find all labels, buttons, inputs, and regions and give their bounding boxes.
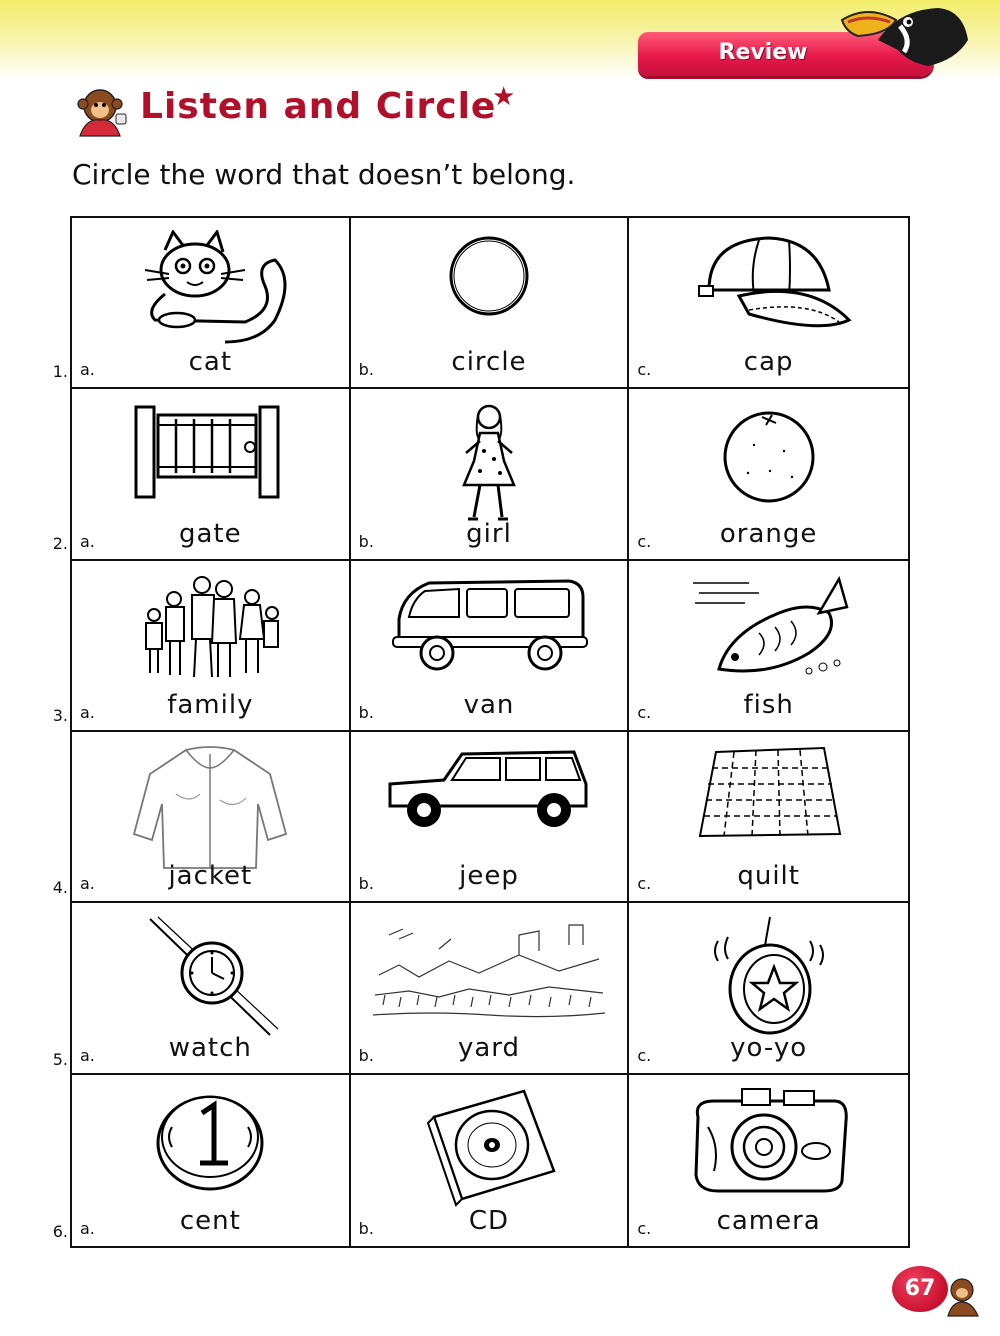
jeep-icon (384, 744, 594, 834)
grid-cell[interactable] (351, 218, 630, 389)
grid-cell[interactable] (351, 1075, 630, 1246)
watch-icon (140, 915, 280, 1040)
item-word: jacket (168, 861, 253, 892)
item-word: cat (188, 347, 233, 378)
item-letter: b. (358, 531, 374, 551)
item-word: girl (466, 518, 512, 549)
item-letter: b. (358, 874, 374, 894)
grid-cell[interactable] (351, 389, 630, 560)
grid-cell[interactable] (629, 1075, 908, 1246)
item-word: camera (716, 1205, 821, 1236)
item-word: van (463, 689, 515, 720)
grid-cell[interactable] (72, 218, 351, 389)
jacket-icon (130, 744, 290, 874)
row-number: 1. (52, 362, 68, 381)
camera-icon (684, 1087, 854, 1197)
item-word: watch (168, 1032, 252, 1063)
monkey-icon (70, 84, 130, 138)
item-letter: c. (637, 1218, 652, 1238)
row-number: 2. (52, 534, 68, 553)
item-word: quilt (737, 861, 800, 892)
fish-icon (689, 573, 849, 688)
item-word: cap (743, 347, 794, 378)
grid-cell[interactable] (72, 732, 351, 903)
page-number: 67 (904, 1276, 936, 1301)
row-number: 6. (52, 1222, 68, 1241)
item-letter: c. (637, 531, 652, 551)
item-word: yard (457, 1032, 521, 1063)
item-word: circle (451, 347, 527, 378)
family-icon (140, 573, 280, 688)
item-letter: a. (80, 360, 95, 380)
item-letter: b. (358, 1045, 374, 1065)
grid-cell[interactable] (72, 561, 351, 732)
grid-cell[interactable] (629, 561, 908, 732)
grid-cell[interactable] (629, 218, 908, 389)
row-number: 3. (52, 706, 68, 725)
item-letter: a. (80, 1218, 95, 1238)
item-letter: a. (80, 531, 95, 551)
item-word: family (167, 689, 254, 720)
grid-cell[interactable] (629, 903, 908, 1074)
grid-cell[interactable] (72, 1075, 351, 1246)
grid-cell[interactable] (72, 903, 351, 1074)
row-number: 4. (52, 878, 68, 897)
item-word: CD (468, 1205, 510, 1236)
grid-cell[interactable] (351, 732, 630, 903)
row-number: 5. (52, 1050, 68, 1069)
cap-icon (679, 230, 859, 340)
toucan-icon (838, 0, 970, 70)
orange-icon (714, 401, 824, 511)
item-letter: c. (637, 702, 652, 722)
item-word: jeep (459, 861, 519, 892)
item-letter: a. (80, 702, 95, 722)
cd-icon (414, 1087, 564, 1207)
item-word: cent (179, 1205, 241, 1236)
gate-icon (130, 401, 290, 501)
cat-icon (125, 230, 295, 350)
page-title: Listen and Circle (140, 86, 497, 127)
review-tab-label: Review (718, 40, 808, 65)
item-word: gate (179, 518, 242, 549)
item-letter: a. (80, 1045, 95, 1065)
item-letter: a. (80, 874, 95, 894)
monkey-icon (940, 1272, 986, 1318)
word-grid (70, 216, 910, 1248)
item-letter: c. (637, 360, 652, 380)
yard-icon (369, 915, 609, 1030)
item-letter: c. (637, 1045, 652, 1065)
grid-cell[interactable] (72, 389, 351, 560)
item-letter: c. (637, 874, 652, 894)
yoyo-icon (704, 915, 834, 1040)
item-word: fish (743, 689, 794, 720)
cent-icon (150, 1087, 270, 1197)
quilt-icon (694, 744, 844, 844)
item-word: yo-yo (730, 1032, 808, 1063)
girl-icon (444, 401, 534, 526)
instruction-text: Circle the word that doesn’t belong. (72, 158, 576, 191)
grid-cell[interactable] (629, 732, 908, 903)
van-icon (389, 573, 589, 678)
item-letter: b. (358, 1218, 374, 1238)
item-letter: b. (358, 360, 374, 380)
star-icon: ★ (492, 82, 516, 112)
circle-icon (439, 230, 539, 330)
grid-cell[interactable] (351, 561, 630, 732)
grid-cell[interactable] (351, 903, 630, 1074)
item-word: orange (719, 518, 818, 549)
item-letter: b. (358, 702, 374, 722)
grid-cell[interactable] (629, 389, 908, 560)
